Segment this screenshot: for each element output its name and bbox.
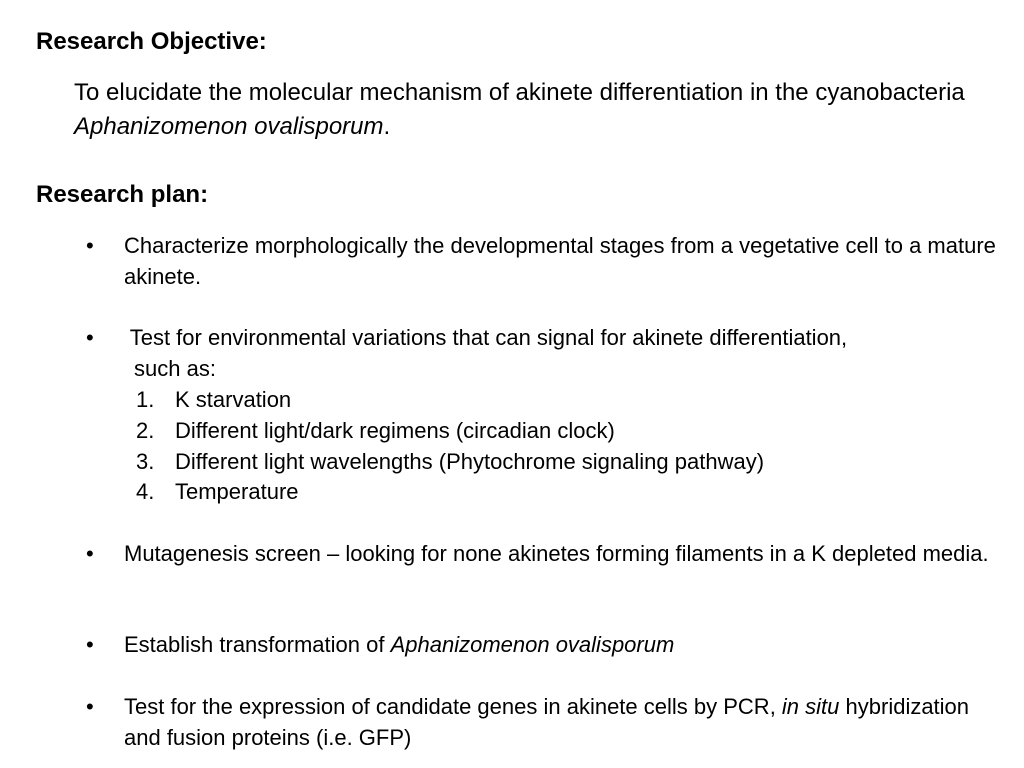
plan-item-mutagenesis: Mutagenesis screen – looking for none akinetes forming filaments in a K depleted media. [124,541,989,566]
bullet-icon: • [86,325,94,350]
subitem-number: 4. [136,479,155,504]
expression-in-situ: in situ [781,694,840,719]
transformation-text: Establish transformation of [124,632,391,657]
objective-text-end: . [383,113,391,140]
transformation-species-name: Aphanizomenon ovalisporum [390,632,675,657]
subitem-light-dark: Different light/dark regimens (circadian clock) [175,418,615,443]
bullet-icon: • [86,694,94,719]
plan-item-transformation [124,629,1004,660]
subitem-number: 1. [136,387,155,412]
expression-text-end: hybridization and fusion proteins (i.e. GFP) [124,694,970,750]
bullet-icon: • [86,541,94,566]
plan-item-environmental-line1: Test for environmental variations that can signal for akinete differentiation, [124,325,848,350]
research-plan-heading: Research plan: [36,181,209,208]
bullet-icon: • [86,632,94,657]
subitem-k-starvation: K starvation [175,387,292,412]
plan-item-environmental-line2: such as: [134,356,216,381]
expression-text-start: Test for the expression of candidate genes in akinete cells by PCR, [124,694,782,719]
bullet-icon: • [86,233,94,258]
research-objective-text [74,76,994,144]
plan-item-expression [124,691,1004,753]
research-objective-heading: Research Objective: [36,28,267,55]
subitem-wavelengths: Different light wavelengths (Phytochrome signaling pathway) [175,449,765,474]
subitem-number: 2. [136,418,155,443]
objective-text-main: To elucidate the molecular mechanism of akinete differentiation in the cyanobacteria [74,79,965,106]
plan-item-characterize: Characterize morphologically the developmental stages from a vegetative cell to a mature akinete. [124,233,996,289]
objective-species-name: Aphanizomenon ovalisporum [74,113,384,140]
subitem-temperature: Temperature [175,479,299,504]
subitem-number: 3. [136,449,155,474]
